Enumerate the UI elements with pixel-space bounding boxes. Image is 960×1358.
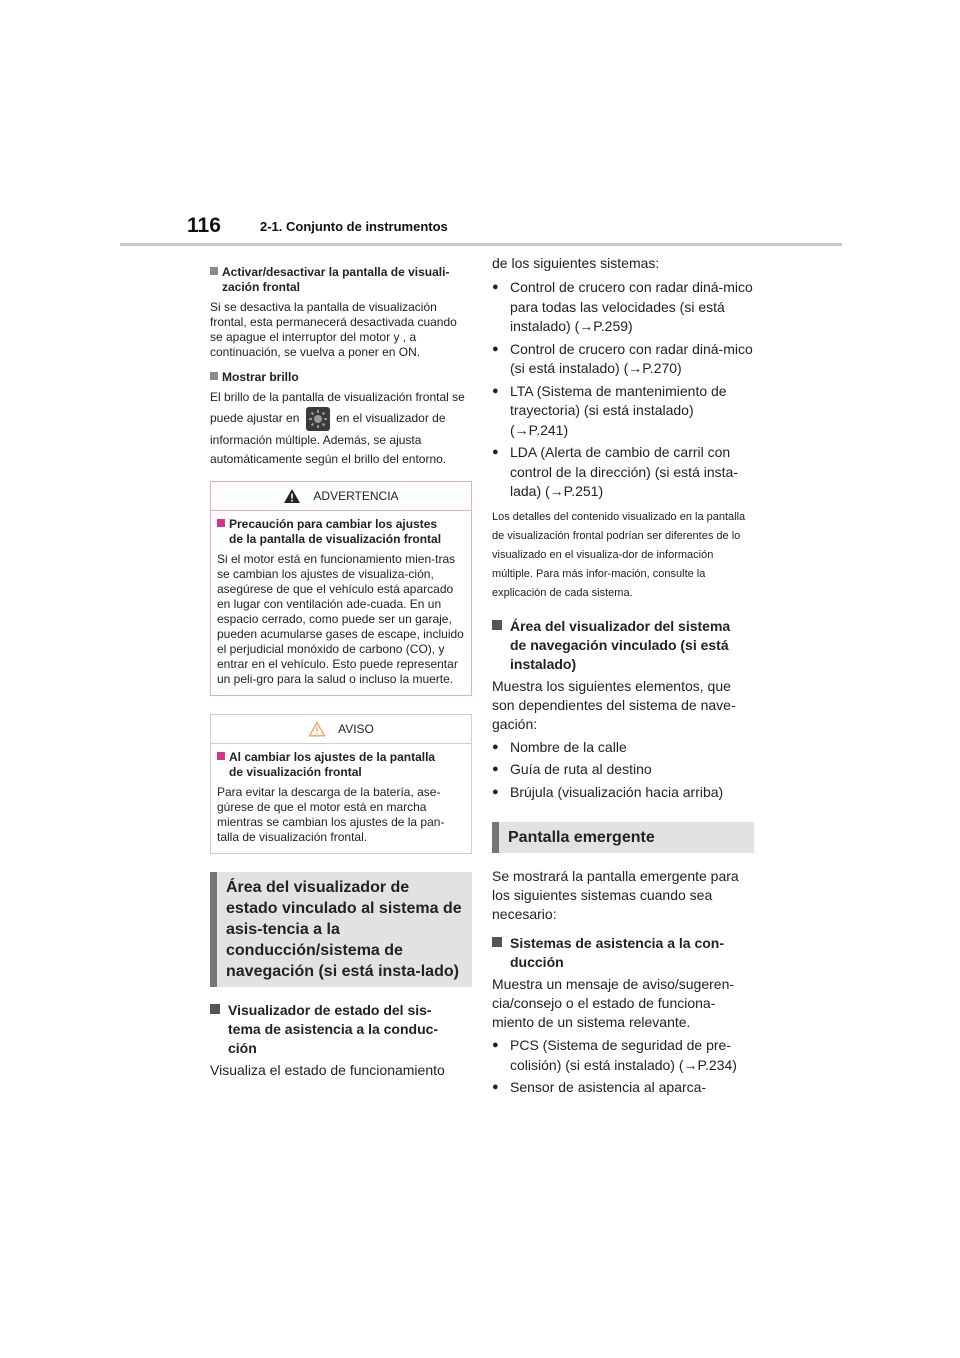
- list-item: ● PCS (Sistema de seguridad de pre-colisión) (si está instalado) (→P.234): [492, 1036, 754, 1075]
- nav-block: [492, 617, 754, 803]
- warning-triangle-icon: [283, 488, 301, 504]
- list-item: ● Nombre de la calle: [492, 738, 754, 758]
- warning-text: Si el motor está en funcionamiento mien-tras se cambian los ajustes de visualiza-ción, asegúrese de que el vehículo está aparcado en lugar con ventilación ade-cuada. En un espacio cerrado, como puede ser un garaje, pueden acumularse gases de escape, incluido el perjudicial monóxido de carbono (CO), y entrar en el vehículo. Esto puede representar un peli-gro para la salud o incluso la muerte.: [217, 552, 464, 686]
- popup-intro: Se mostrará la pantalla emergente para los siguientes sistemas cuando sea necesario:: [492, 868, 739, 922]
- heading-line: Área del visualizador del sistema: [510, 617, 731, 634]
- page-number: 116: [187, 214, 221, 237]
- heading-line: instalado): [510, 655, 577, 672]
- brightness-heading: [210, 370, 472, 385]
- warning-body: [211, 511, 471, 695]
- nav-body: Muestra los siguientes elementos, que son dependientes del sistema de nave-gación:: [492, 677, 736, 732]
- hud-toggle-heading: [210, 265, 472, 295]
- notice-title: [217, 750, 465, 780]
- heading-line: de navegación vinculado (si está: [510, 636, 729, 653]
- body-text: El brillo de la pantalla de visualización frontal se puede ajustar en: [210, 390, 465, 426]
- display-note: Los detalles del contenido visualizado en la pantalla de visualización frontal podrían ser diferentes de lo visualizado en el visualiza-dor de información múltiple. Para más infor-mación, consulte la explicación de cada sistema.: [492, 510, 746, 599]
- heading-line: de la pantalla de visualización frontal: [229, 532, 442, 546]
- list-item: ● Sensor de asistencia al aparca-: [492, 1078, 754, 1098]
- square-bullet-icon: [210, 267, 218, 275]
- assist-popup-heading: [492, 934, 754, 972]
- caution-triangle-icon: [308, 721, 326, 737]
- warning-title: [217, 517, 465, 547]
- list-item: ● Control de crucero con radar diná-mico para todas las velocidades (si está instalado) (→P.259): [492, 278, 754, 337]
- assist-status-heading: [210, 1001, 472, 1058]
- square-bullet-icon: [492, 620, 502, 630]
- brightness-body: [210, 388, 472, 469]
- assist-popup-body: Muestra un mensaje de aviso/sugeren-cia/consejo o el estado de funciona-miento de un sistema relevante.: [492, 976, 735, 1030]
- heading-line: Activar/desactivar la pantalla de visuali-: [222, 265, 450, 279]
- assist-popup-block: [492, 934, 754, 1098]
- square-bullet-icon: [210, 372, 218, 380]
- settings-gear-icon: [306, 407, 330, 431]
- list-item: ● Control de crucero con radar diná-mico (si está instalado) (→P.270): [492, 340, 754, 379]
- notice-text: Para evitar la descarga de la batería, ase-gúrese de que el motor está en marcha mientras se cambian los ajustes de la pan-talla de visualización frontal.: [217, 785, 445, 844]
- heading-line: Mostrar brillo: [222, 370, 299, 384]
- heading-line: Sistemas de asistencia a la con-: [510, 935, 724, 951]
- heading-line: ción: [228, 1040, 257, 1056]
- status-area-section-heading: Área del visualizador de estado vinculado al sistema de asis-tencia a la conducción/sistema de navegación (si está insta-lado): [210, 872, 472, 987]
- notice-header: [211, 715, 471, 744]
- notice-label: AVISO: [338, 722, 374, 736]
- nav-list: [492, 738, 754, 803]
- right-column: [492, 254, 754, 1101]
- assist-status-block: [210, 1001, 472, 1080]
- notice-box: [210, 714, 472, 854]
- heading-line: de visualización frontal: [229, 765, 362, 779]
- assist-status-body: Visualiza el estado de funcionamiento: [210, 1062, 445, 1078]
- assist-list: [492, 1036, 754, 1098]
- square-bullet-icon: [492, 937, 502, 947]
- square-bullet-icon: [217, 752, 225, 760]
- list-item: ● Brújula (visualización hacia arriba): [492, 783, 754, 803]
- systems-list: [492, 278, 754, 502]
- heading-line: ducción: [510, 954, 564, 970]
- warning-header: [211, 482, 471, 511]
- header-rule: [120, 243, 842, 246]
- heading-line: zación frontal: [222, 280, 301, 294]
- square-bullet-icon: [210, 1004, 220, 1014]
- warning-box: [210, 481, 472, 696]
- heading-line: Visualizador de estado del sis-: [228, 1002, 432, 1018]
- heading-line: Precaución para cambiar los ajustes: [229, 517, 438, 531]
- systems-intro: de los siguientes sistemas:: [492, 255, 660, 271]
- list-item: ● LTA (Sistema de mantenimiento de trayectoria) (si está instalado) (→P.241): [492, 382, 754, 441]
- popup-section-heading: Pantalla emergente: [492, 822, 754, 853]
- square-bullet-icon: [217, 519, 225, 527]
- list-item: ● LDA (Alerta de cambio de carril con control de la dirección) (si está insta-lada) (→P.251): [492, 443, 754, 502]
- left-column: [210, 265, 472, 1080]
- heading-line: tema de asistencia a la conduc-: [228, 1021, 439, 1037]
- hud-toggle-body: Si se desactiva la pantalla de visualización frontal, esta permanecerá desactivada cuando se apague el interruptor del motor y , a continuación, se vuelva a poner en ON.: [210, 300, 457, 359]
- section-title: 2-1. Conjunto de instrumentos: [260, 219, 448, 234]
- warning-label: ADVERTENCIA: [313, 489, 399, 503]
- nav-heading: [492, 617, 754, 674]
- list-item: ● Guía de ruta al destino: [492, 760, 754, 780]
- body-text: en el visualizador de información múltiple. Además, se ajusta automáticamente según el brillo del entorno.: [210, 411, 447, 466]
- notice-body: [211, 744, 471, 853]
- heading-line: Al cambiar los ajustes de la pantalla: [229, 750, 436, 764]
